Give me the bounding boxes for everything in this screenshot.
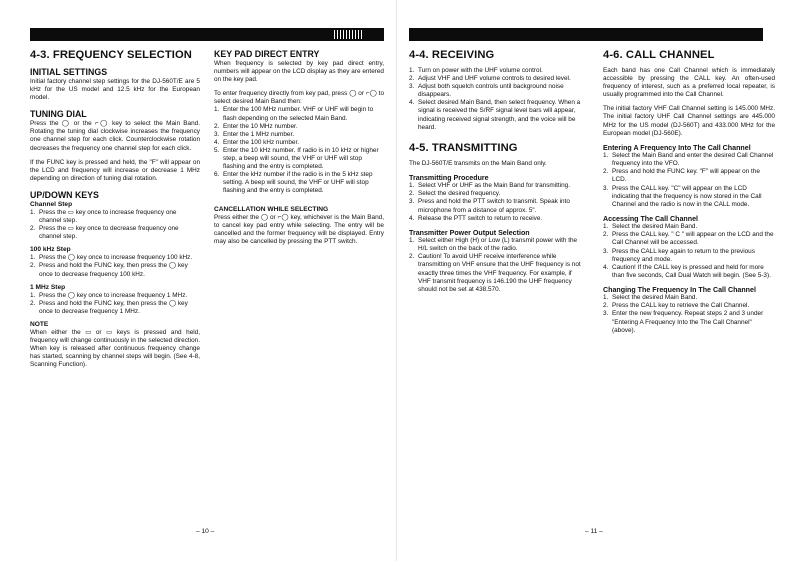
- mhz-step-title: 1 MHz Step: [30, 283, 66, 291]
- list-item: 4. Release the PTT switch to return to receive.: [409, 214, 543, 222]
- section-heading-call-channel: 4-6. CALL CHANNEL: [603, 49, 715, 61]
- list-item: 1. Turn on power with the UHF volume control.: [409, 67, 543, 74]
- list-item: 6. Enter the kHz number if the radio is in the 5 kHz step setting. A beep will sound, the VHF or UHF will stop flashing and the entry is completed.: [214, 171, 373, 195]
- tuning-dial-func-text: If the FUNC key is pressed and held, the "F" will appear on the LCD and frequency will increase or decrease 1 MHz depending on direction of tuning dial rotation.: [30, 158, 200, 182]
- entering-frequency-list: [603, 152, 775, 209]
- power-output-list: [409, 237, 581, 294]
- updown-keys-title: UP/DOWN KEYS: [30, 189, 99, 200]
- initial-settings-title: INITIAL SETTINGS: [30, 67, 108, 77]
- header-bar: [30, 28, 384, 41]
- list-item: 5. Enter the 10 kHz number. If radio is in 10 kHz or higher step, a beep will sound, the VHF or UHF will stop flashing and the entry is completed.: [214, 146, 379, 171]
- column-receiving-transmitting: [409, 46, 581, 298]
- header-bar: [409, 28, 763, 41]
- list-item: 1. Select either High (H) or Low (L) transmit power with the H/L switch on the back of the radio.: [409, 237, 578, 253]
- cancellation-title: CANCELLATION WHILE SELECTING: [214, 205, 329, 213]
- transmitting-steps-list: [409, 182, 581, 222]
- receiving-steps-list: [409, 67, 581, 132]
- section-heading-receiving: 4-4. RECEIVING: [409, 49, 495, 61]
- initial-settings-text: Initial factory channel step settings for the DJ-560T/E are 5 kHz for the US model and 12.5 kHz for the European model.: [30, 78, 200, 102]
- note-text: When either the ▭ or ▭ keys is pressed and held, frequency will change continuously in the selected direction. When key is released after continuous frequency change has started, scanning by channel steps will begin. (See 4-8, Scanning Function).: [30, 328, 200, 369]
- list-item: 4. Caution! If the CALL key is pressed and held for more than five seconds, Call Dual Watch will begin. (See 5-3).: [603, 263, 771, 279]
- keypad-instruction-text: To enter frequency directly from key pad, press ◯ or ⌐◯ to select desired Main Band then:: [214, 90, 384, 106]
- list-item: 1. Select VHF or UHF as the Main Band for transmitting.: [409, 182, 571, 190]
- list-item: 2. Enter the 10 MHz number.: [214, 122, 298, 130]
- tuning-dial-title: TUNING DIAL: [30, 109, 87, 120]
- list-item: 1. Select the Main Band and enter the desired Call Channel frequency into the VFO.: [603, 152, 774, 168]
- list-item: 3. Enter the new frequency. Repeat steps 2 and 3 under "Entering A Frequency Into the The Call Channel" (above).: [603, 310, 764, 334]
- list-item: 2. Press the ▭ key once to decrease frequency one channel step.: [30, 225, 179, 241]
- list-item: 2. Press and hold the FUNC key, then press the ◯ key once to decrease frequency 100 kHz.: [30, 262, 188, 278]
- channel-step-list: [30, 209, 200, 241]
- call-channel-defaults: The initial factory VHF Call Channel setting is 145.000 MHz. The initial factory UHF Call Channel settings are 445.000 MHz for the US model (DJ-560T) and 433.000 MHz for the European model (DJ-560E).: [603, 105, 775, 137]
- list-item: 2. Select the desired frequency.: [409, 190, 501, 198]
- list-item: 3. Enter the 1 MHz number.: [214, 130, 295, 138]
- barcode-mark: [334, 30, 362, 39]
- tuning-dial-text: Press the ◯ or the ⌐◯ key to select the Main Band. Rotating the tuning dial clockwise increases the frequency one channel step for each click. Counterclockwise rotation decreases the frequency one channel step for each click.: [30, 120, 200, 152]
- list-item: 2. Press and hold the FUNC key, then press the ◯ key once to decrease frequency 1 MHz.: [30, 299, 188, 315]
- column-keypad-entry: [214, 46, 384, 252]
- list-item: 1. Select the desired Main Band.: [603, 294, 698, 302]
- list-item: 3. Press and hold the PTT switch to transmit. Speak into microphone from a distance of approx. 5".: [409, 198, 570, 214]
- list-item: 2. Adjust VHF and UHF volume controls to desired level.: [409, 75, 571, 83]
- keypad-steps-list: [214, 106, 384, 195]
- page-11: [397, 0, 793, 561]
- page-10: [0, 0, 396, 561]
- khz-step-list: [30, 254, 200, 278]
- list-item: 3. Press the CALL key again to return to the previous frequency and mode.: [603, 247, 755, 263]
- list-item: 4. Select desired Main Band, then select frequency. When a signal is received the S/RF signal level bars will appear, indicating received signal strength, and the voice will be heard.: [409, 99, 581, 131]
- changing-frequency-title: Changing The Frequency In The Call Channel: [603, 285, 756, 294]
- entering-frequency-title: Entering A Frequency Into The Call Channel: [603, 143, 751, 152]
- list-item: 2. Press and hold the FUNC key. "F" will appear on the LCD.: [603, 168, 760, 184]
- power-output-title: Transmitter Power Output Selection: [409, 228, 530, 237]
- section-heading-transmitting: 4-5. TRANSMITTING: [409, 141, 518, 154]
- list-item: 2. Press the CALL key. " C " will appear on the LCD and the Call Channel will be accessed.: [603, 231, 774, 247]
- transmitting-procedure-title: Transmitting Procedure: [409, 173, 489, 182]
- mhz-step-list: [30, 292, 200, 316]
- list-item: 1. Select the desired Main Band.: [603, 223, 698, 231]
- call-channel-intro: Each band has one Call Channel which is immediately accessible by pressing the CALL key. An often-used frequency of interest, such as a preferred local repeater, is usually programmed into the Call Channel.: [603, 67, 775, 99]
- section-heading-frequency-selection: 4-3. FREQUENCY SELECTION: [30, 49, 192, 61]
- keypad-intro-text: When frequency is selected by key pad direct entry, numbers will appear on the LCD display as they are entered on the key pad.: [214, 60, 384, 84]
- keypad-direct-entry-title: KEY PAD DIRECT ENTRY: [214, 49, 320, 59]
- list-item: 3. Adjust both squelch controls until background noise disappears.: [409, 83, 564, 99]
- khz-step-title: 100 kHz Step: [30, 246, 71, 254]
- list-item: 1. Press the ▭ key once to increase frequency one channel step.: [30, 208, 177, 225]
- list-item: 1. Press the ◯ key once to increase frequency 100 kHz.: [30, 254, 193, 262]
- note-title: NOTE: [30, 320, 49, 328]
- accessing-call-channel-title: Accessing The Call Channel: [603, 214, 699, 223]
- page-number: – 10 –: [196, 528, 215, 535]
- column-call-channel: [603, 46, 775, 339]
- channel-step-title: Channel Step: [30, 200, 73, 208]
- column-frequency-selection: [30, 46, 200, 375]
- list-item: 1. Enter the 100 MHz number. VHF or UHF will begin to flash depending on the selected Main Band.: [214, 106, 374, 122]
- list-item: 3. Press the CALL key. "C" will appear on the LCD indicating that the frequency is now stored in the Call Channel and the radio is now in the CALL mode.: [603, 184, 762, 208]
- page-number: – 11 –: [585, 528, 603, 535]
- cancellation-text: Press either the ◯ or ⌐◯ key, whichever is the Main Band, to cancel key pad entry while selecting. The entry will be cancelled and the former frequency will be displayed. Entry may also be cancelled by pressing the PTT switch.: [214, 213, 384, 245]
- accessing-call-channel-list: [603, 223, 775, 280]
- transmitting-intro: The DJ-560T/E transmits on the Main Band only.: [409, 159, 547, 167]
- list-item: 2. Caution! To avoid UHF receive interference while transmitting on VHF ensure that the UHF frequency is not exactly three times the VHF frequency. For example, if VHF transmit frequency is 146.190 the UHF frequency should not be set at 438.570.: [409, 253, 581, 293]
- changing-frequency-list: [603, 294, 775, 334]
- list-item: 2. Press the CALL key to retrieve the Call Channel.: [603, 302, 750, 310]
- list-item: 1. Press the ◯ key once to increase frequency 1 MHz.: [30, 291, 188, 299]
- list-item: 4. Enter the 100 kHz number.: [214, 138, 300, 146]
